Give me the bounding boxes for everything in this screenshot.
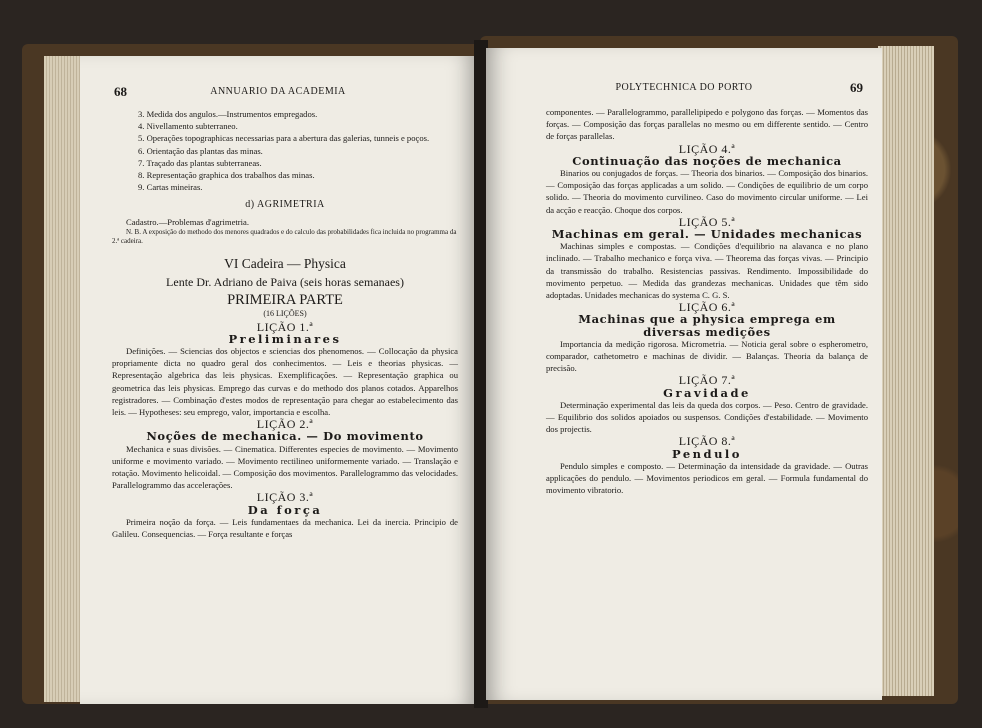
page-edges-right bbox=[878, 46, 934, 696]
page-edges-left bbox=[44, 56, 84, 702]
right-page bbox=[486, 48, 882, 700]
list-item: 9. Cartas mineiras. bbox=[138, 182, 203, 193]
list-item: 7. Traçado das plantas subterraneas. bbox=[138, 157, 262, 168]
left-page-body bbox=[112, 108, 458, 540]
lesson-title: Machinas em geral. — Unidades mechanicas bbox=[551, 227, 863, 242]
lesson-title: diversas medições bbox=[643, 324, 771, 339]
lesson-text: Determinação experimental das leis da queda dos corpos. — Peso. Centro de gravidade. — Equilibrio dos solidos apoiados ou suspensos. Condições d'estabilidade. — Movimento dos projectis. bbox=[546, 399, 868, 435]
right-page-body bbox=[546, 106, 868, 497]
chair-heading: VI Cadeira — Physica bbox=[224, 255, 346, 271]
lecturer-line: Lente Dr. Adriano de Paiva (seis horas semanaes) bbox=[166, 275, 404, 290]
footnote: N. B. A exposição do methodo dos menores quadrados e do calculo das probabilidades fica incluida no programma da 2.ª cadeira. bbox=[112, 227, 457, 245]
lesson-label: LIÇÃO 6.ª bbox=[678, 300, 736, 315]
section-text: Cadastro.—Problemas d'agrimetria. bbox=[126, 216, 250, 227]
lesson-title: Continuação das noções de mechanica bbox=[572, 153, 842, 168]
list-item: 8. Representação graphica dos trabalhos das minas. bbox=[138, 170, 315, 181]
lesson-title: Pendulo bbox=[672, 446, 742, 461]
list-item: 6. Orientação das plantas das minas. bbox=[138, 145, 263, 156]
lesson-title: Gravidade bbox=[663, 385, 751, 400]
lesson-text: Pendulo simples e composto. — Determinação da intensidade da gravidade. — Outras applicações do pendulo. — Movimentos periodicos em geral. — Formula fundamental do movimento vibratorio. bbox=[546, 460, 868, 496]
lesson-label: LIÇÃO 5.ª bbox=[678, 214, 736, 229]
running-head: POLYTECHNICA DO PORTO bbox=[615, 82, 753, 93]
part-subheading: (16 LIÇÕES) bbox=[263, 309, 307, 319]
lesson-title: Noções de mechanica. — Do movimento bbox=[146, 429, 424, 444]
lesson-label: LIÇÃO 3.ª bbox=[256, 490, 314, 505]
page-number: 69 bbox=[850, 80, 863, 95]
page-number: 68 bbox=[114, 84, 127, 99]
lesson-label: LIÇÃO 8.ª bbox=[678, 434, 736, 449]
lesson-title: Preliminares bbox=[228, 331, 342, 346]
lesson-text: Mechanica e suas divisões. — Cinematica. Differentes especies de movimento. — Movimento uniforme e movimento variado. — Movimento rectilineo uniformemente variado. — Translação e rotação. Movimento helicoidal. — Composição dos movimentos. Parallelogrammo das velocidades. Parallelogrammo das accelerações. bbox=[112, 443, 458, 491]
lesson-text: Definições. — Sciencias dos objectos e sciencias dos phenomenos. — Collocação da physica propriamente dicta no quadro geral dos conhecimentos. — Leis e theorias physicas. — Representação algebrica das leis physicas. Exemplificações. — Representação graphica ou geometrica das leis physicas. Emprego das curvas e do methodo dos planos cotados. Apparelhos registradores. — Combinação d'estes modos de representação para chegar ao estabelecimento das leis. — Hypotheses: seu emprego, valor, importancia e escolha. bbox=[112, 346, 458, 418]
lesson-label: LIÇÃO 2.ª bbox=[256, 417, 314, 432]
lesson-text: componentes. — Parallelogrammo, parallelipipedo e polygono das forças. — Momentos das forças. — Composição das forças parallelas no mesmo ou em differente sentido. — Centro de forças parallelas. bbox=[546, 107, 868, 142]
left-page bbox=[80, 56, 476, 704]
lesson-label: LIÇÃO 7.ª bbox=[678, 373, 736, 388]
lesson-title: Da força bbox=[247, 502, 323, 517]
running-head: ANNUARIO DA ACADEMIA bbox=[210, 86, 346, 97]
lesson-text: Binarios ou conjugados de forças. — Theoria dos binarios. — Composição dos binarios. — Composição das forças applicadas a um solido. — Condições de equilibrio de um corpo solido. — Theoria do movimento curvilineo. Caso do movimento circular uniforme. — Lei da acção e reacção. Choque dos corpos. bbox=[546, 168, 868, 215]
lesson-text: Importancia da medição rigorosa. Micrometria. — Noticia geral sobre o espherometro, comparador, cathetometro e machinas de dividir. — Balanças. Theoria da balança de precisão. bbox=[546, 338, 868, 374]
list-item: 5. Operações topographicas necessarias para a abertura das galerias, tunneis e poços. bbox=[138, 133, 430, 144]
list-item: 3. Medida dos angulos.—Instrumentos empregados. bbox=[138, 109, 318, 119]
lesson-label: LIÇÃO 1.ª bbox=[256, 319, 314, 334]
lesson-text: Primeira noção da força. — Leis fundamentaes da mechanica. Lei da inercia. Principio de Galileu. Consequencias. — Força resultante e forças bbox=[112, 516, 458, 540]
list-item: 4. Nivellamento subterraneo. bbox=[138, 121, 238, 132]
topic-list bbox=[112, 108, 458, 193]
lesson-label: LIÇÃO 4.ª bbox=[678, 141, 736, 156]
lesson-title: Machinas que a physica emprega em bbox=[578, 312, 836, 327]
section-heading: d) AGRIMETRIA bbox=[245, 199, 325, 211]
part-heading: PRIMEIRA PARTE bbox=[227, 292, 343, 309]
lesson-text: Machinas simples e compostas. — Condições d'equilibrio na alavanca e no plano inclinado. — Trabalho mechanico e força viva. — Theorema das forças vivas. — Principio da transmissão do trabalho. Resistencias passivas. Rendimento. Impossibilidade do movimento perpetuo. — Medida das grandezas mechanicas. Unidades que têm sido adoptadas. Unidades mechanicas do systema C. G. S. bbox=[546, 241, 868, 301]
